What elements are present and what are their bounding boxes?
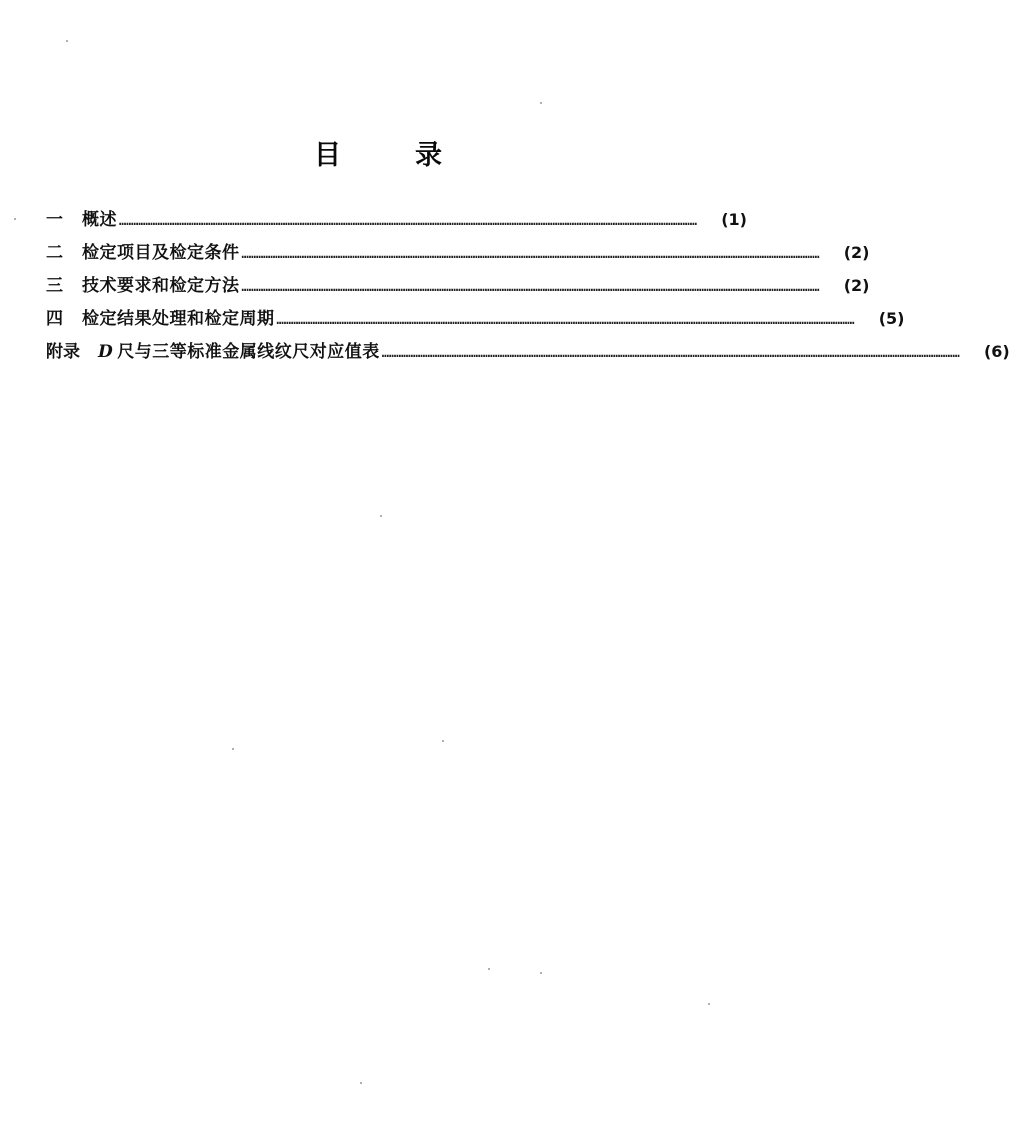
scan-speck bbox=[540, 972, 542, 974]
scan-speck bbox=[442, 740, 444, 742]
toc-number: 四 bbox=[46, 309, 63, 329]
toc-title bbox=[82, 237, 240, 270]
toc-title bbox=[82, 204, 117, 237]
dot-leader: …………………………………………………………………………………………………………………………………………………………………………………………………………………… bbox=[119, 214, 697, 228]
scan-speck bbox=[66, 40, 68, 42]
page-title bbox=[0, 136, 756, 176]
scan-speck bbox=[540, 102, 542, 104]
toc-item-2[interactable] bbox=[46, 236, 870, 269]
toc-page-number: (5) bbox=[878, 309, 905, 328]
toc-item-4[interactable] bbox=[46, 302, 905, 335]
title-char-right: 录 bbox=[415, 140, 442, 171]
toc-number: 三 bbox=[46, 276, 63, 296]
toc-item-3[interactable] bbox=[46, 269, 870, 302]
scan-speck bbox=[14, 218, 16, 220]
toc-title-text: 尺与三等标准金属线纹尺对应值表 bbox=[117, 342, 380, 362]
toc-title bbox=[98, 336, 380, 369]
scan-speck bbox=[488, 968, 490, 970]
dot-leader: …………………………………………………………………………………………………………………………………………………………………………………………………………………… bbox=[241, 280, 820, 294]
dot-leader: …………………………………………………………………………………………………………………………………………………………………………………………………………………… bbox=[241, 247, 820, 261]
scan-speck bbox=[380, 515, 382, 517]
dot-leader: …………………………………………………………………………………………………………………………………………………………………………………………………………………… bbox=[276, 313, 855, 327]
toc-title bbox=[82, 303, 275, 336]
toc-title-text: 概述 bbox=[82, 210, 117, 230]
table-of-contents bbox=[46, 203, 1010, 368]
toc-page-number: (2) bbox=[843, 276, 870, 295]
toc-title bbox=[82, 270, 240, 303]
scan-speck bbox=[360, 1082, 362, 1084]
toc-title-text: 技术要求和检定方法 bbox=[82, 276, 240, 296]
toc-title-text: 检定结果处理和检定周期 bbox=[82, 309, 275, 329]
dot-leader: …………………………………………………………………………………………………………………………………………………………………………………………………………………… bbox=[381, 346, 960, 360]
toc-title-text: 检定项目及检定条件 bbox=[82, 243, 240, 263]
title-char-left: 目 bbox=[314, 140, 341, 171]
toc-page-number: (2) bbox=[843, 243, 870, 262]
toc-number: 二 bbox=[46, 243, 63, 263]
toc-number: 一 bbox=[46, 210, 63, 230]
toc-page-number: (1) bbox=[721, 210, 747, 229]
toc-title-prefix: D bbox=[98, 342, 114, 362]
toc-page-number: (6) bbox=[983, 342, 1010, 361]
toc-item-1[interactable] bbox=[46, 203, 747, 236]
scan-speck bbox=[232, 748, 234, 750]
toc-number: 附录 bbox=[46, 342, 80, 362]
scan-speck bbox=[708, 1003, 710, 1005]
toc-item-appendix[interactable] bbox=[46, 335, 1010, 368]
